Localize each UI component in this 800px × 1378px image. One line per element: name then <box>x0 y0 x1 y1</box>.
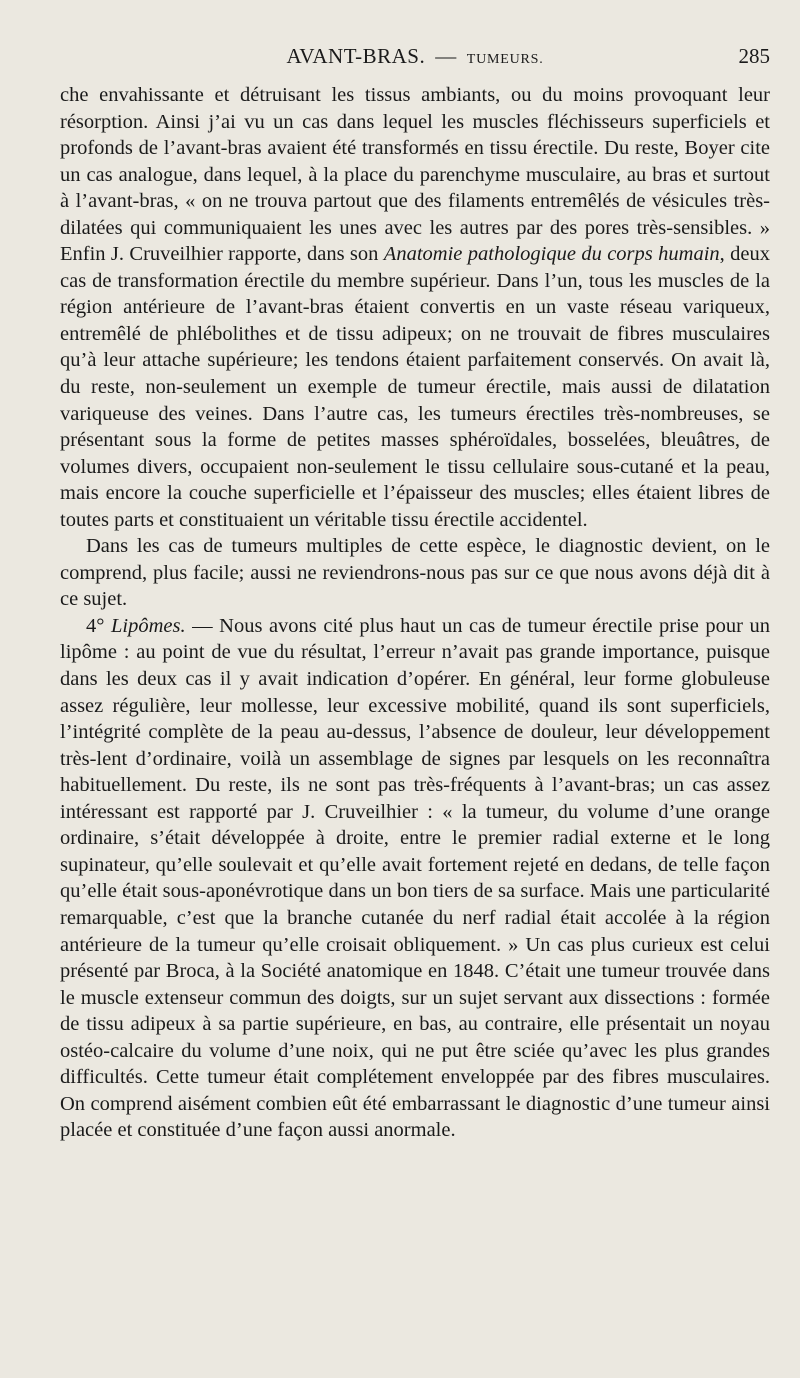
section-heading-lipomes: Lipômes. <box>110 614 186 637</box>
paragraph-3-text: — Nous avons cité plus haut un cas de tumeur érectile prise pour un lipôme : au point de vue du résultat, l’erreur n’avait pas grande importance, puisque dans les deux cas il y avait indication d’opérer. En général, leur forme globuleuse assez régulière, leur mollesse, leur excessive mobilité, quand ils sont superficiels, l’intégrité complète de la peau au-dessus, l’absence de douleur, leur développement très-lent d’ordinaire, voilà un assemblage de signes par lesquels on les reconnaîtra habituellement. Du reste, ils ne sont pas très-fréquents à l’avant-bras; un cas assez intéressant est rapporté par J. Cruveilhier : « la tumeur, du volume d’une orange ordinaire, s’était développée à droite, entre le premier radial externe et le long supinateur, qu’elle soulevait et qu’elle avait fortement rejeté en dedans, de telle façon qu’elle était sous-aponévrotique dans un bon tiers de sa surface. Mais une particularité remarquable, c’est que la branche cutanée du nerf radial était accolée à la région antérieure de la tumeur qu’elle croisait obliquement. » Un cas plus curieux est celui présenté par Broca, à la Société anatomique en 1848. C’était une tumeur trouvée dans le muscle extenseur commun des doigts, sur un sujet servant aux dissections : formée de tissu adipeux à sa partie supérieure, en bas, au contraire, elle présentait un noyau ostéo-calcaire du volume d’une noix, qui ne put être sciée qu’avec les plus grandes difficultés. Cette tumeur était complétement enveloppée par des fibres musculaires. On comprend aisément combien eût été embarrassant le diagnostic d’une tumeur ainsi placée et constituée d’une façon aussi anormale. <box>60 614 770 1142</box>
section-subtitle: TUMEURS. <box>466 52 544 67</box>
title-dash: — <box>435 44 457 68</box>
running-title <box>60 44 770 69</box>
section-number: 4° <box>86 614 105 637</box>
book-title-italic: Anatomie pathologique du corps humain <box>383 243 720 266</box>
page-header <box>60 44 770 74</box>
chapter-title: AVANT-BRAS. <box>286 44 426 68</box>
paragraph-1-text-a: che envahissante et détruisant les tissus ambiants, ou du moins provoquant leur résorption. Ainsi j’ai vu un cas dans lequel les muscles fléchisseurs superficiels et profonds de l’avant-bras avaient été transformés en tissu érectile. Du reste, Boyer cite un cas analogue, dans lequel, à la place du parenchyme musculaire, au bras et surtout à l’avant-bras, « on ne trouva partout que des filaments entremêlés de vésicules très-dilatées qui communiquaient les unes avec les autres par des pores très-sensibles. » Enfin J. Cruveilhier rapporte, dans son <box>60 84 770 266</box>
page-number: 285 <box>738 44 770 68</box>
paragraph-3 <box>60 613 770 1144</box>
paragraph-1-text-b: , deux cas de transformation érectile du membre supérieur. Dans l’un, tous les muscles de la région antérieure de l’avant-bras étaient convertis en un vaste réseau variqueux, entremêlé de phlébolithes et de tissu adipeux; on ne trouvait de fibres musculaires qu’à leur attache supérieure; les tendons étaient parfaitement conservés. On avait là, du reste, non-seulement un exemple de tumeur érectile, mais aussi de dilatation variqueuse des veines. Dans l’autre cas, les tumeurs érectiles très-nombreuses, se présentant sous la forme de petites masses sphéroïdales, bosselées, bleuâtres, de volumes divers, occupaient non-seulement le tissu cellulaire sous-cutané et la peau, mais encore la couche superficielle et l’épaisseur des muscles; elles étaient libres de toutes parts et constituaient un véritable tissu érectile accidentel. <box>60 243 770 531</box>
paragraph-2: Dans les cas de tumeurs multiples de cette espèce, le diagnostic devient, on le comprend, plus facile; aussi ne reviendrons-nous pas sur ce que nous avons déjà dit à ce sujet. <box>60 535 770 611</box>
paragraph-1 <box>60 82 770 533</box>
body-text <box>60 82 770 1144</box>
